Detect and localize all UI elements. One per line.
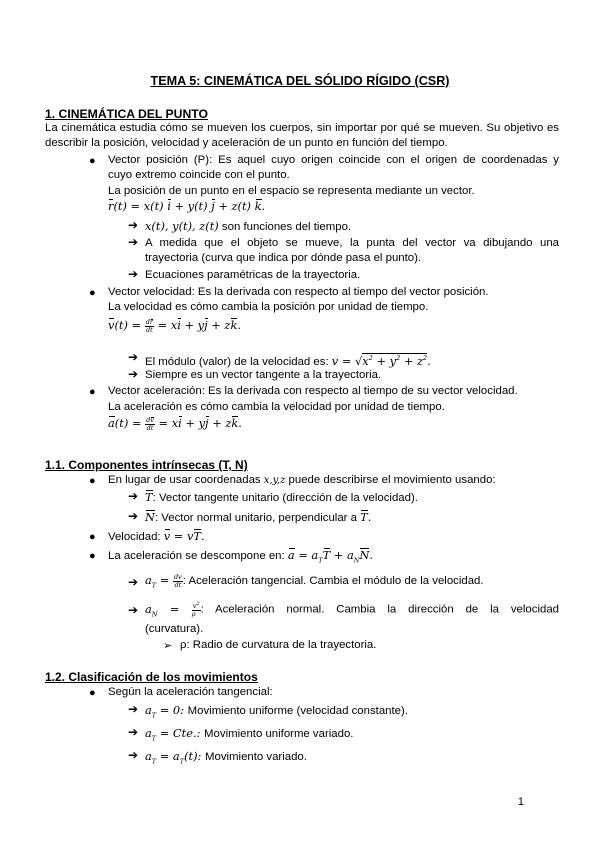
classification-bullet: Según la aceleración tangencial: <box>108 686 273 698</box>
velocity-arrow-1: El módulo (valor) de la velocidad es: $v = √x^2 + y^2 + z^2$. <box>145 353 431 368</box>
arrowhead-icon: ➢ <box>163 640 173 652</box>
bullet-icon: ● <box>89 531 96 543</box>
intrinsic-arrow-N: N: Vector normal unitario, perpendicular a T. <box>145 510 372 524</box>
arrow-icon: ➔ <box>128 235 139 249</box>
intrinsic-bullet-1: En lugar de usar coordenadas x,y,z puede describirse el movimiento usando: <box>108 474 496 486</box>
position-arrow-2a: A medida que el objeto se mueve, la punta del vector va dibujando una <box>145 237 559 249</box>
intrinsic-acceleration: La aceleración se descompone en: $a = a_TT + a_NN$. <box>108 548 374 565</box>
acceleration-text-1: Vector aceleración: Es la derivada con respecto al tiempo de su vector velocidad. <box>108 385 518 397</box>
velocity-arrow-2: Siempre es un vector tangente a la trayectoria. <box>145 369 382 381</box>
arrow-icon: ➔ <box>128 267 139 281</box>
movement-uniform-varied: $a_T$ = Cte.: Movimiento uniforme variado. <box>145 726 354 743</box>
normal-acceleration: $a_N$ = $\frac{v^2}{\rho}$ : Aceleración normal. Cambia la dirección de la velocidad <box>145 601 559 619</box>
movement-varied: $a_T = a_T(t)$: Movimiento variado. <box>145 749 307 766</box>
movement-uniform: $a_T = 0$: Movimiento uniforme (velocidad constante). <box>145 703 408 720</box>
page-number: 1 <box>517 796 524 808</box>
bullet-icon: ● <box>89 155 96 167</box>
velocity-text-1: Vector velocidad: Es la derivada con respecto al tiempo del vector posición. <box>108 286 489 298</box>
arrow-icon: ➔ <box>128 509 139 523</box>
arrow-icon: ➔ <box>128 489 139 503</box>
section-heading-1-2: 1.2. Clasificación de los movimientos <box>45 670 258 684</box>
bullet-icon: ● <box>89 475 96 487</box>
normal-acceleration-cont: (curvatura). <box>145 623 204 635</box>
arrow-icon: ➔ <box>128 603 139 617</box>
bullet-icon: ● <box>89 687 96 699</box>
position-text-3: La posición de un punto en el espacio se representa mediante un vector. <box>108 185 475 197</box>
acceleration-equation: a(t) = $\frac{dv}{dt}$ = xi + yj + zk. <box>108 415 242 432</box>
intrinsic-arrow-T: T: Vector tangente unitario (dirección de la velocidad). <box>145 490 418 504</box>
tangential-acceleration: $a_T$ = $\frac{dv}{dt}$ : Aceleración tangencial. Cambia el módulo de la velocidad. <box>145 572 484 590</box>
position-arrow-3: Ecuaciones paramétricas de la trayectoria. <box>145 269 361 281</box>
position-text-1: Vector posición (P): Es aquel cuyo origen coincide con el origen de coordenadas y <box>108 154 559 166</box>
arrow-icon: ➔ <box>128 218 139 232</box>
arrow-icon: ➔ <box>128 367 139 381</box>
position-arrow-2b: trayectoria (curva que indica por dónde pasa el punto). <box>145 252 422 264</box>
arrow-icon: ➔ <box>128 725 139 739</box>
position-text-2: cuyo extremo coincide con el punto. <box>108 169 290 181</box>
position-equation: r(t) = x(t) i + y(t) j + z(t) k. <box>108 199 266 213</box>
bullet-icon: ● <box>89 287 96 299</box>
position-arrow-1: x(t), y(t), z(t) son funciones del tiempo. <box>145 219 352 233</box>
acceleration-text-2: La aceleración es cómo cambia la velocidad por unidad de tiempo. <box>108 401 445 413</box>
section-heading-1-1: 1.1. Componentes intrínsecas (T, N) <box>45 458 248 472</box>
section-heading-1: 1. CINEMÁTICA DEL PUNTO <box>45 107 208 121</box>
page-title: TEMA 5: CINEMÁTICA DEL SÓLIDO RÍGIDO (CSR) <box>150 74 450 88</box>
curvature-radius: ρ: Radio de curvatura de la trayectoria. <box>180 639 377 651</box>
bullet-icon: ● <box>89 550 96 562</box>
arrow-icon: ➔ <box>128 350 139 364</box>
arrow-icon: ➔ <box>128 575 139 589</box>
velocity-equation: v(t) = $\frac{dr}{dt}$ = xi + yj + zk. <box>108 317 241 334</box>
arrow-icon: ➔ <box>128 748 139 762</box>
bullet-icon: ● <box>89 386 96 398</box>
velocity-text-2: La velocidad es cómo cambia la posición por unidad de tiempo. <box>108 301 429 313</box>
intrinsic-velocity: Velocidad: v = vT. <box>108 529 205 543</box>
intro-paragraph: La cinemática estudia cómo se mueven los cuerpos, sin importar por qué se mueven. Su objetivo es describir la posición, velocidad y aceleración de un punto en función del tiempo. <box>45 122 559 150</box>
arrow-icon: ➔ <box>128 702 139 716</box>
